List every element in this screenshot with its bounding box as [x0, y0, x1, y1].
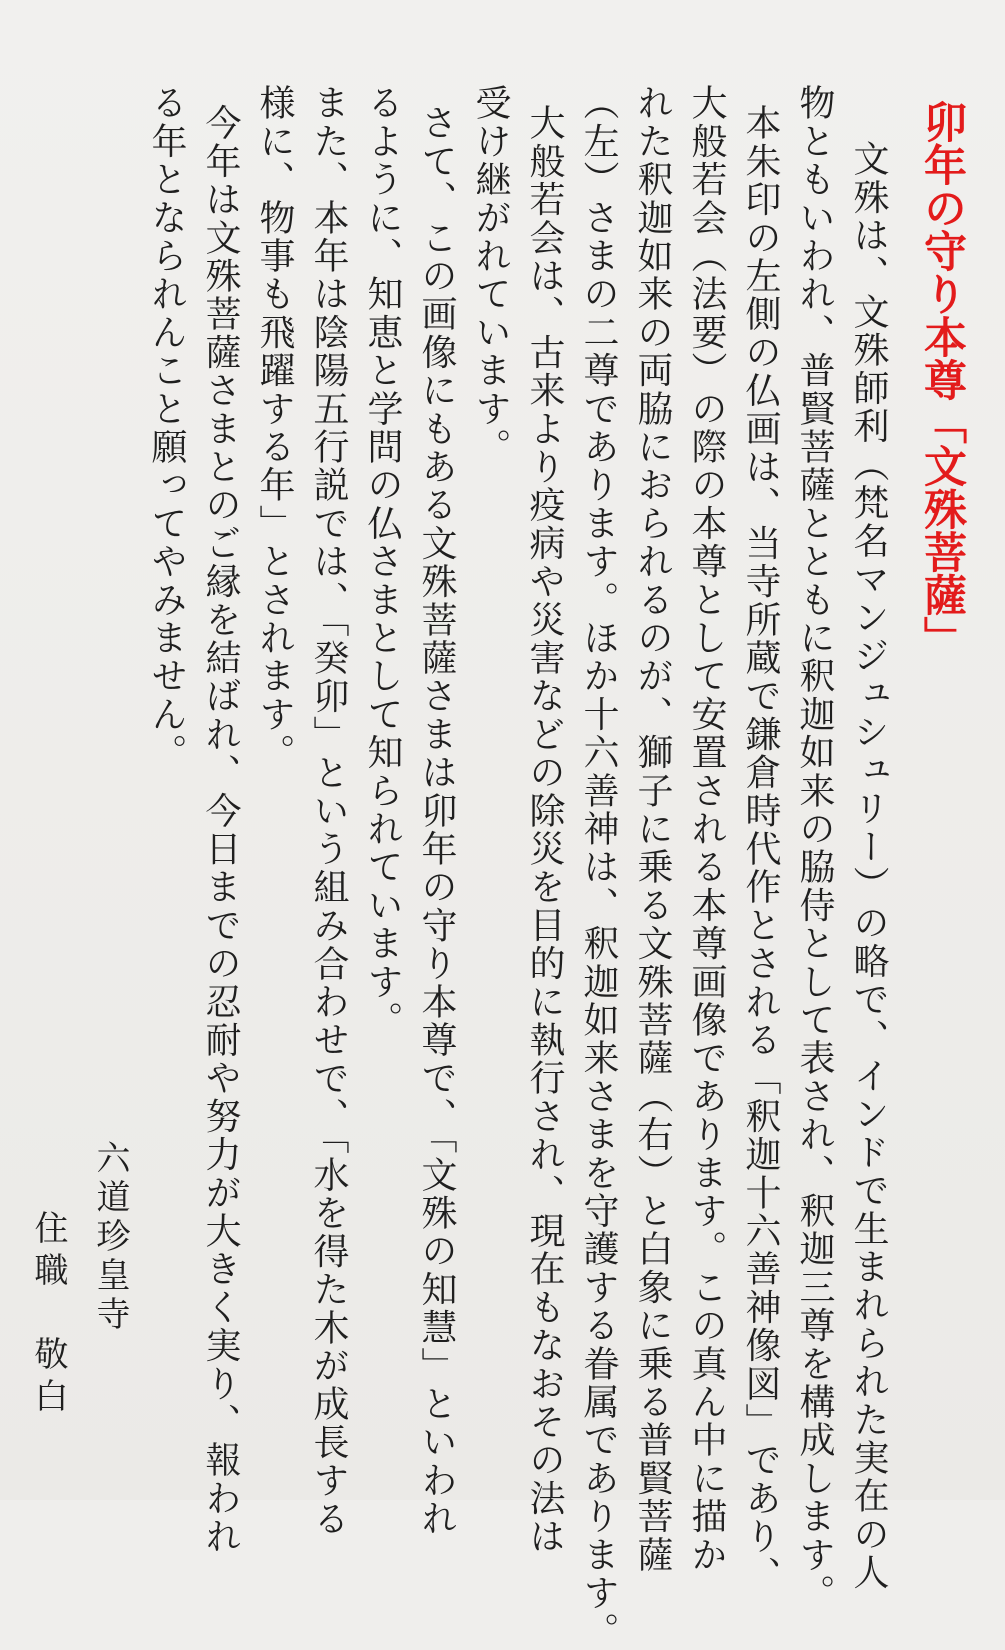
signature-temple: 六道珍皇寺: [90, 1140, 130, 1335]
signature-closing: 住職 敬白: [28, 1210, 68, 1420]
document-title: 卯年の守り本尊「文殊菩薩」: [917, 100, 967, 659]
paragraph-line: 今年は文殊菩薩さまとのご縁を結ばれ、今日までの忍耐や努力が大きく実り、報われ: [200, 104, 241, 1556]
paragraph-line: 大般若会（法要）の際の本尊として安置される本尊画像であります。この真ん中に描か: [686, 84, 727, 1574]
paragraph-line: るように、知恵と学問の仏さまとして知られています。: [362, 84, 403, 1039]
paragraph-line: れた釈迦如来の両脇におられるのが、獅子に乗る文殊菩薩（右）と白象に乗る普賢菩薩: [632, 84, 673, 1574]
paragraph-line: 様に、物事も飛躍する年」とされます。: [254, 84, 295, 772]
paragraph-line: る年となられんこと願ってやみません。: [146, 84, 187, 772]
paragraph-line: 大般若会は、古来より疫病や災害などの除災を目的に執行され、現在もなおその法は: [524, 104, 565, 1556]
paragraph-line: （左）さまの二尊であります。ほか十六善神は、釈迦如来さまを守護する眷属であります。: [578, 84, 619, 1650]
paragraph-line: 物ともいわれ、普賢菩薩とともに釈迦如来の脇侍として表され、釈迦三尊を構成します。: [794, 84, 835, 1612]
paragraph-line: 受け継がれています。: [470, 84, 511, 466]
paragraph-line: さて、この画像にもある文殊菩薩さまは卯年の守り本尊で、「文殊の知慧」といわれ: [416, 104, 457, 1538]
paragraph-line: また、本年は陰陽五行説では、「癸卯」という組み合わせで、「水を得た木が成長する: [308, 84, 349, 1538]
paragraph-line: 本朱印の左側の仏画は、当寺所蔵で鎌倉時代作とされる「釈迦十六善神像図」であり、: [740, 104, 781, 1594]
paragraph-line: 文殊は、文殊師利（梵名マンジュシュリー）の略で、インドで生まれられた実在の人: [848, 140, 889, 1592]
